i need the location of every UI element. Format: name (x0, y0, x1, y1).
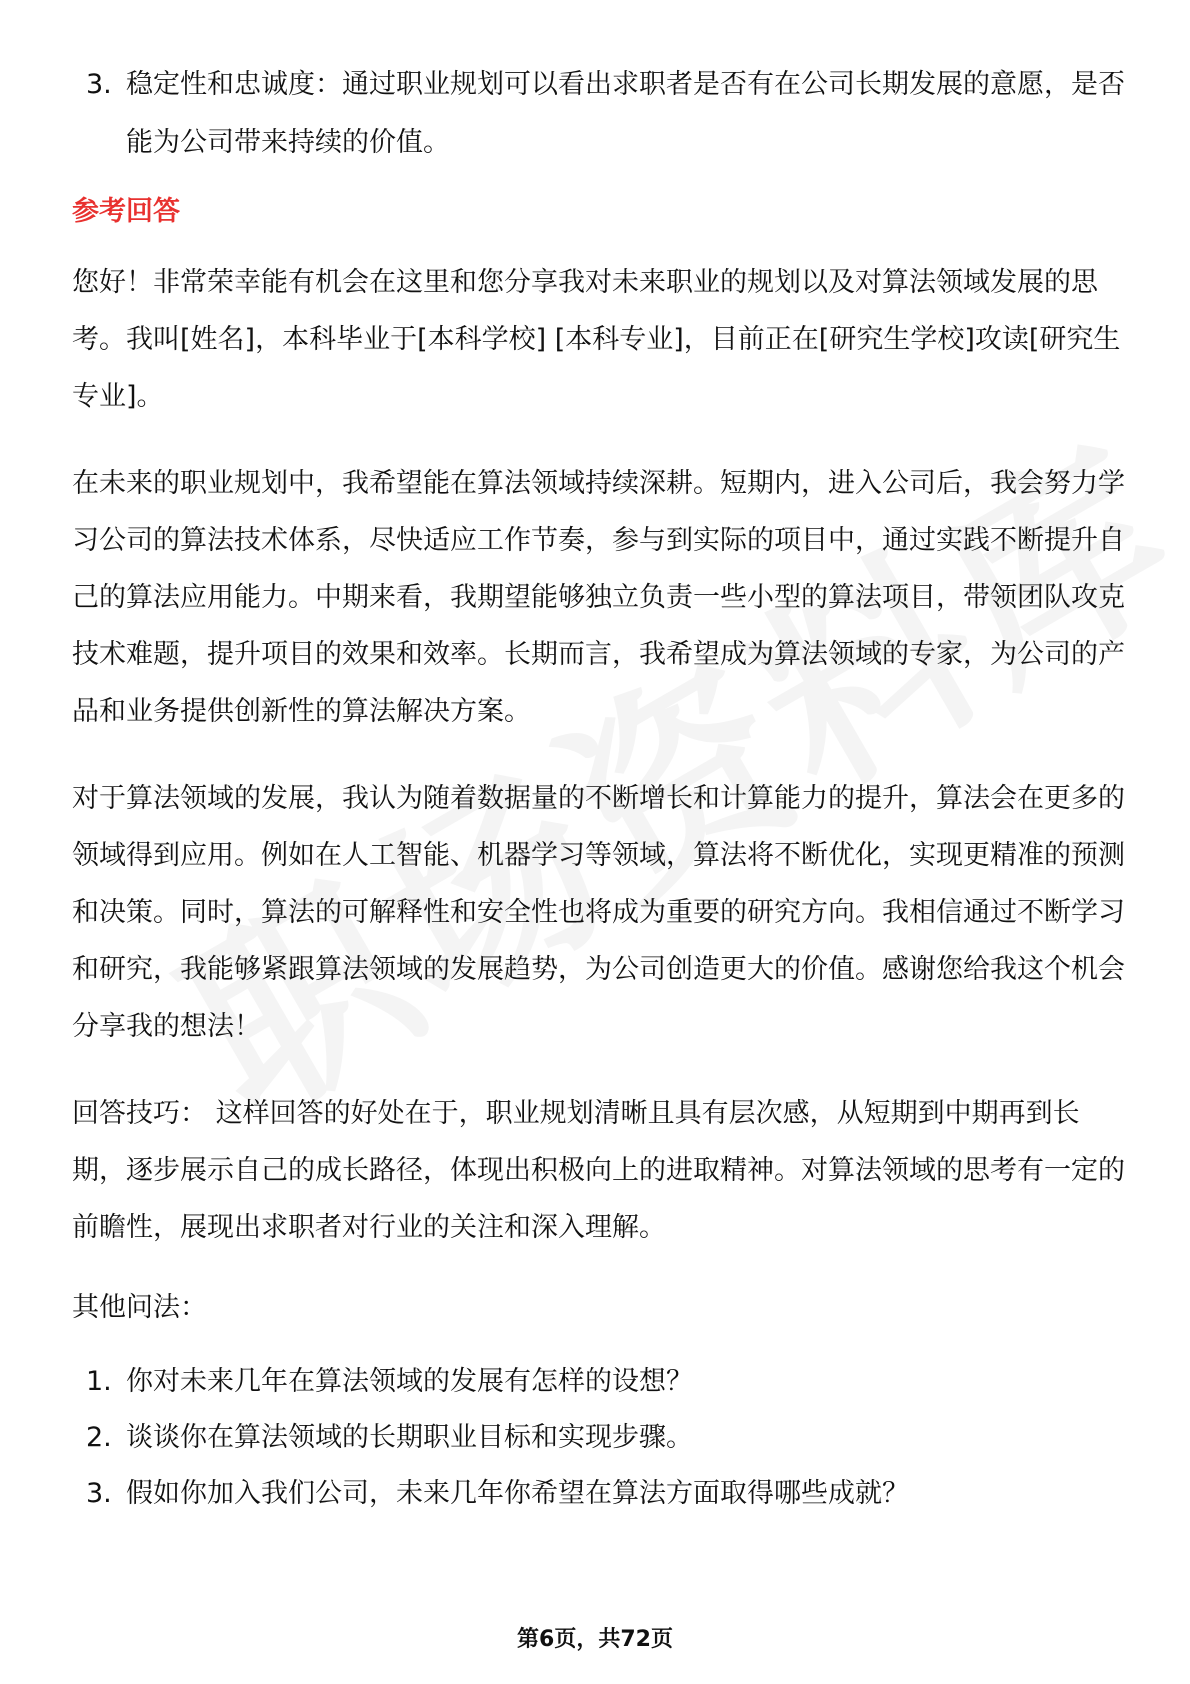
list-text: 你对未来几年在算法领域的发展有怎样的设想？ (126, 1366, 693, 1397)
answer-paragraph-field: 对于算法领域的发展，我认为随着数据量的不断增长和计算能力的提升，算法会在更多的领域得到应用。例如在人工智能、机器学习等领域，算法将不断优化，实现更精准的预测和决策。同时，算法的可解释性和安全性也将成为重要的研究方向。我相信通过不断学习和研究，我能够紧跟算法领域的发展趋势，为公司创造更大的价值。感谢您给我这个机会分享我的想法！ (72, 783, 1125, 1042)
other-question-item (72, 1466, 1132, 1522)
answer-tips: 回答技巧： 这样回答的好处在于，职业规划清晰且具有层次感，从短期到中期再到长期，逐步展示自己的成长路径，体现出积极向上的进取精神。对算法领域的思考有一定的前瞻性，展现出求职者对行业的关注和深入理解。 (72, 1098, 1125, 1243)
list-text: 稳定性和忠诚度：通过职业规划可以看出求职者是否有在公司长期发展的意愿，是否能为公司带来持续的价值。 (126, 69, 1125, 158)
document-body (72, 56, 1132, 1522)
list-text: 谈谈你在算法领域的长期职业目标和实现步骤。 (126, 1422, 693, 1453)
list-number: 1. (86, 1366, 112, 1397)
answer-heading: 参考回答 (72, 196, 180, 227)
other-questions-list (72, 1354, 1132, 1522)
other-question-item (72, 1410, 1132, 1466)
list-number: 3. (86, 1478, 112, 1509)
other-questions-title: 其他问法： (72, 1292, 207, 1323)
other-question-item (72, 1354, 1132, 1410)
answer-paragraph-plan: 在未来的职业规划中，我希望能在算法领域持续深耕。短期内，进入公司后，我会努力学习公司的算法技术体系，尽快适应工作节奏，参与到实际的项目中，通过实践不断提升自己的算法应用能力。中期来看，我期望能够独立负责一些小型的算法项目，带领团队攻克技术难题，提升项目的效果和效率。长期而言，我希望成为算法领域的专家，为公司的产品和业务提供创新性的算法解决方案。 (72, 468, 1125, 727)
answer-paragraph-intro: 您好！非常荣幸能有机会在这里和您分享我对未来职业的规划以及对算法领域发展的思考。我叫[姓名]，本科毕业于[本科学校] [本科专业]，目前正在[研究生学校]攻读[研究生专业]。 (72, 267, 1121, 412)
list-number: 2. (86, 1422, 112, 1453)
list-number: 3. (86, 69, 112, 100)
criteria-item-3 (72, 56, 1132, 172)
list-text: 假如你加入我们公司，未来几年你希望在算法方面取得哪些成就？ (126, 1478, 909, 1509)
page-footer: 第6页，共72页 (517, 1627, 673, 1652)
